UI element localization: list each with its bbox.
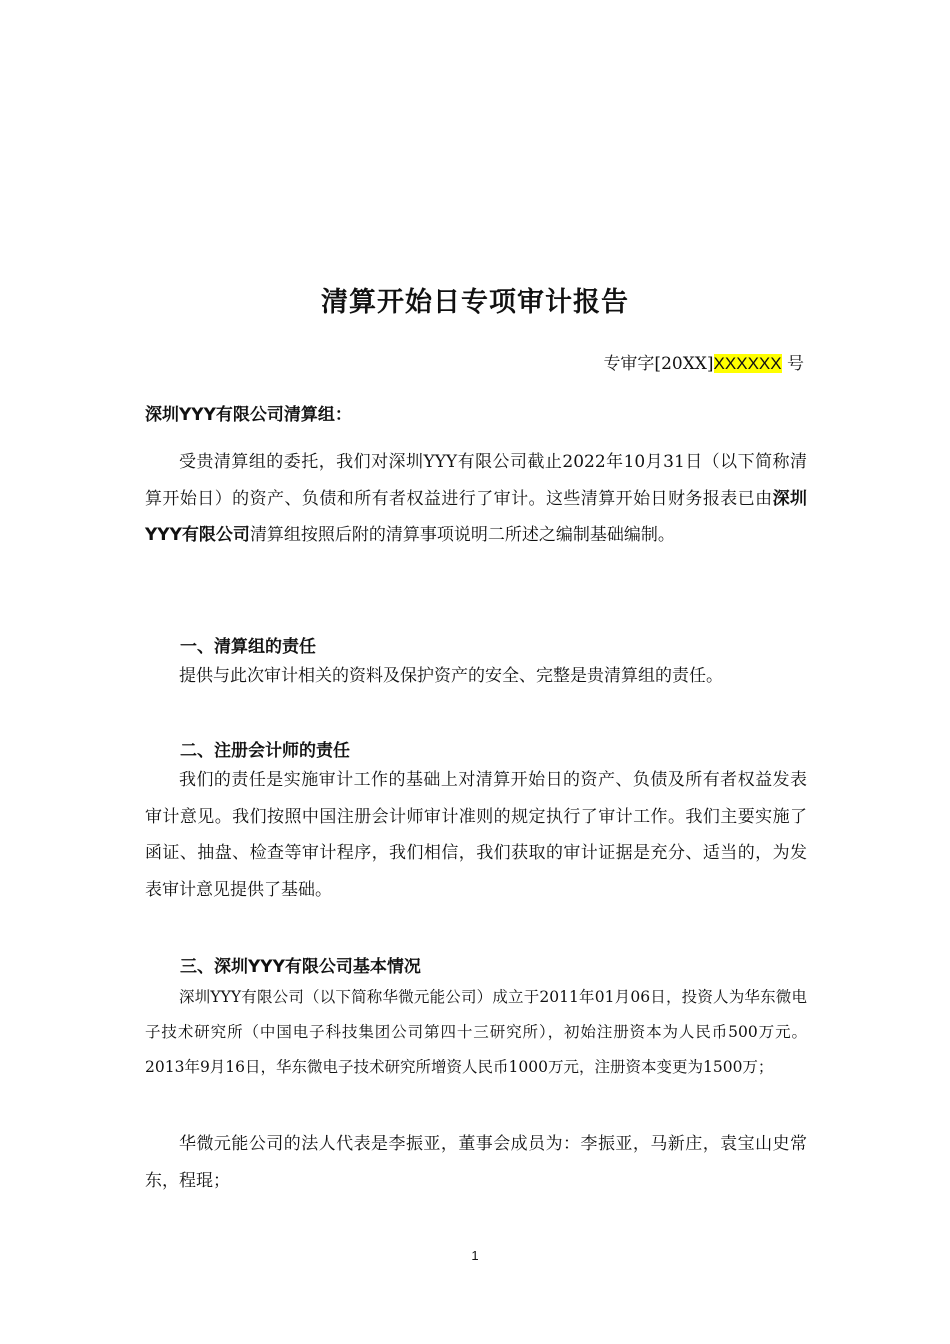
section-3-text-2: 华微元能公司的法人代表是李振亚，董事会成员为：李振亚，马新庄，袁宝山史常东，程琨；: [145, 1134, 807, 1191]
section-1-text: 提供与此次审计相关的资料及保护资产的安全、完整是贵清算组的责任。: [179, 666, 723, 686]
doc-number-highlight: XXXXXX: [713, 354, 782, 373]
doc-number-prefix: 专审字[20XX]: [603, 354, 714, 374]
intro-paragraph: [145, 444, 807, 554]
section-1-heading: 一、清算组的责任: [180, 637, 316, 657]
intro-company-bold: 深圳YYY有限公司: [145, 488, 808, 545]
addressee: 深圳YYY有限公司清算组：: [145, 405, 352, 425]
report-title: 清算开始日专项审计报告: [321, 287, 629, 318]
document-number: [603, 349, 804, 374]
doc-number-suffix: 号: [781, 354, 804, 374]
section-3-heading: 三、深圳YYY有限公司基本情况: [180, 957, 421, 977]
section-3-text: 深圳YYY有限公司（以下简称华微元能公司）成立于2011年01月06日，投资人为华东微电子技术研究所（中国电子科技集团公司第四十三研究所），初始注册资本为人民币500万元。2013年9月16日，华东微电子技术研究所增资人民币1000万元，注册资本变更为1500万；: [145, 988, 807, 1076]
page-number: 1: [471, 1248, 479, 1263]
section-2-text: 我们的责任是实施审计工作的基础上对清算开始日的资产、负债及所有者权益发表审计意见。我们按照中国注册会计师审计准则的规定执行了审计工作。我们主要实施了函证、抽盘、检查等审计程序，我们相信，我们获取的审计证据是充分、适当的，为发表审计意见提供了基础。: [145, 770, 807, 900]
section-2-heading: 二、注册会计师的责任: [180, 741, 350, 761]
intro-text-1: 受贵清算组的委托，我们对深圳YYY有限公司截止2022年10月31日（以下简称清算开始日）的资产、负债和所有者权益进行了审计。这些清算开始日财务报表已由: [145, 452, 807, 509]
intro-text-2: 清算组按照后附的清算事项说明二所述之编制基础编制。: [249, 525, 675, 545]
